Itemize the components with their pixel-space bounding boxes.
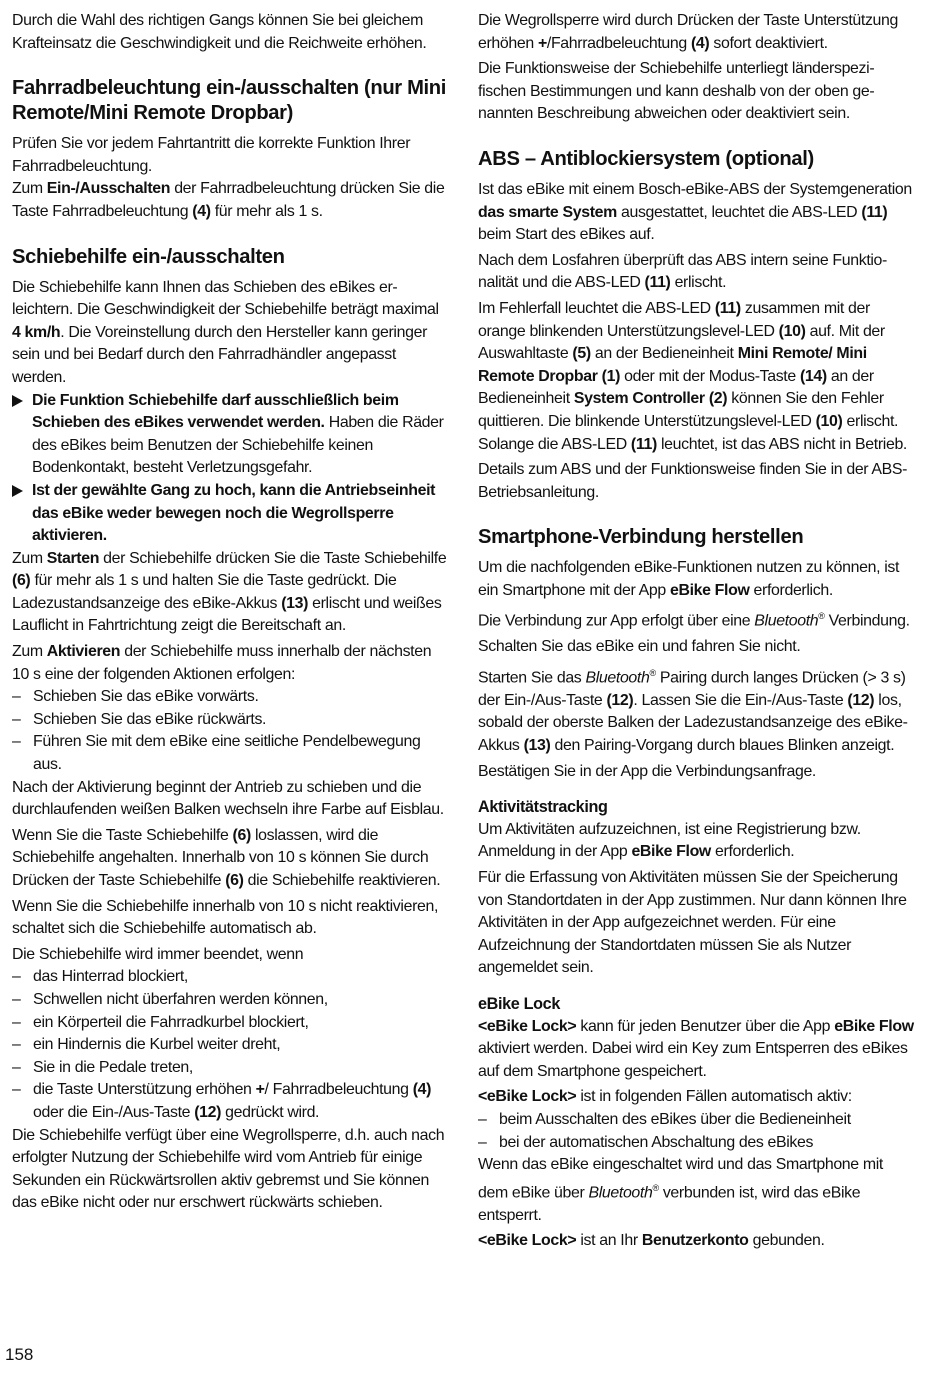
phone-paragraph-5: Bestätigen Sie in der App die Verbindungsanfrage. <box>478 762 816 780</box>
list-item: – Schieben Sie das eBike rückwärts. <box>12 710 267 728</box>
phone-paragraph-3: Schalten Sie das eBike ein und fahren Sie nicht. <box>478 638 801 656</box>
page-number: 158 <box>5 1345 34 1364</box>
list-item: – bei der automatischen Abschaltung des eBikes <box>478 1133 814 1151</box>
lock-paragraph-1: <eBike Lock> kann für jeden Benutzer über die App eBike Flow aktiviert werden. Dabei wird ein Key zum Entsperren des eBikes auf dem Smartphone gespeichert. <box>478 1017 914 1080</box>
abs-paragraph-2: Nach dem Losfahren überprüft das ABS intern seine Funktionalität und die ABS-LED (11) erlischt. <box>478 251 888 292</box>
lock-paragraph-3: Wenn das eBike eingeschaltet wird und das Smartphone mit dem eBike über Bluetooth® verbunden ist, wird das eBike entsperrt. <box>478 1156 883 1224</box>
country-rules-paragraph: Die Funktionsweise der Schiebehilfe unterliegt länderspezifischen Bestimmungen und kann deshalb von der oben genannten Beschreibung abweichen oder deaktiviert sein. <box>478 60 875 123</box>
release-paragraph: Wenn Sie die Taste Schiebehilfe (6) loslassen, wird die Schiebehilfe angehalten. Innerhalb von 10 s können Sie durch Drücken der Taste Schiebehilfe (6) die Schiebehilfe reaktivieren. <box>12 826 441 889</box>
intro-paragraph: Durch die Wahl des richtigen Gangs können Sie bei gleichem Krafteinsatz die Geschwindigkeit und die Reichweite erhöhen. <box>12 12 427 52</box>
rollback-lock-off-paragraph: Die Wegrollsperre wird durch Drücken der Taste Unterstützung erhöhen +/Fahrradbeleuchtung (4) sofort deaktiviert. <box>478 12 899 52</box>
push-start-paragraph: Zum Starten der Schiebehilfe drücken Sie die Taste Schiebehilfe (6) für mehr als 1 s und halten Sie die Taste gedrückt. Die Ladezustandsanzeige des eBike-Akkus (13) erlischt und weißes Lauflicht in Fahrtrichtung zeigt die Bereitschaft an. <box>12 549 447 635</box>
list-item: – das Hinterrad blockiert, <box>12 968 188 986</box>
lock-paragraph-2: <eBike Lock> ist in folgenden Fällen automatisch aktiv: <box>478 1088 852 1106</box>
tracking-paragraph-1: Um Aktivitäten aufzuzeichnen, ist eine Registrierung bzw. Anmeldung in der App eBike Flow erforderlich. <box>478 820 861 861</box>
activate-list <box>12 686 448 776</box>
heading-bike-light: Fahrradbeleuchtung ein-/ausschalten (nur Mini Remote/Mini Remote Dropbar) <box>12 77 447 125</box>
warning-arrow-icon <box>12 485 23 497</box>
lock-list <box>478 1109 914 1154</box>
no-reactivate-paragraph: Wenn Sie die Schiebehilfe innerhalb von 10 s nicht reaktivieren, schaltet sich die Schiebehilfe automatisch ab. <box>12 897 439 938</box>
heading-smartphone: Smartphone-Verbindung herstellen <box>478 526 804 549</box>
rollback-lock-paragraph: Die Schiebehilfe verfügt über eine Wegrollsperre, d.h. auch nach erfolgter Nutzung der Schiebehilfe wird vom Antrieb für einige Sekunden ein Rückwärtsrollen aktiv gebremst und Sie können das eBike nicht oder nur erschwert rückwärts schieben. <box>12 1126 445 1212</box>
list-item: – Sie in die Pedale treten, <box>12 1058 193 1076</box>
phone-paragraph-1: Um die nachfolgenden eBike-Funktionen nutzen zu können, ist ein Smartphone mit der App eBike Flow erforderlich. <box>478 559 900 599</box>
list-item: – die Taste Unterstützung erhöhen +/ Fahrradbeleuchtung (4) oder die Ein-/Aus-Taste (12) gedrückt wird. <box>12 1081 432 1121</box>
end-conditions-paragraph: Die Schiebehilfe wird immer beendet, wenn <box>12 945 304 963</box>
warning-arrow-icon <box>12 395 23 407</box>
list-item: – Schieben Sie das eBike vorwärts. <box>12 688 259 706</box>
list-item: – ein Hindernis die Kurbel weiter dreht, <box>12 1036 281 1054</box>
abs-paragraph-4: Details zum ABS und der Funktionsweise finden Sie in der ABS-Betriebsanleitung. <box>478 461 908 501</box>
push-activate-paragraph: Zum Aktivieren der Schiebehilfe muss innerhalb der nächsten 10 s eine der folgenden Aktionen erfolgen: <box>12 643 432 683</box>
warning-push-only: Die Funktion Schiebehilfe darf ausschließlich beim Schieben des eBikes verwendet werden. Haben die Räder des eBikes beim Benutzen der Schiebehilfe keinen Bodenkontakt, besteht Verletzungsgefahr. <box>12 390 448 480</box>
list-item: – ein Körperteil die Fahrradkurbel blockiert, <box>12 1013 309 1031</box>
phone-paragraph-4: Starten Sie das Bluetooth® Pairing durch langes Drücken (> 3 s) der Ein-/Aus-Taste (12). Lassen Sie die Ein-/Aus-Taste (12) los, sobald der oberste Balken der Ladezustandsanzeige des eBike-Akkus (13) den Pairing-Vorgang durch blaues Blinken anzeigt. <box>478 667 908 755</box>
lock-paragraph-4: <eBike Lock> ist an Ihr Benutzerkonto gebunden. <box>478 1232 825 1250</box>
after-activation-paragraph: Nach der Aktivierung beginnt der Antrieb zu schieben und die durchlaufenden weißen Balken wechseln ihre Farbe auf Eisblau. <box>12 778 444 819</box>
heading-ebike-lock: eBike Lock <box>478 994 560 1013</box>
light-check-paragraph: Prüfen Sie vor jedem Fahrtantritt die korrekte Funktion Ihrer Fahrradbeleuchtung. <box>12 135 411 175</box>
abs-paragraph-1: Ist das eBike mit einem Bosch-eBike-ABS der Systemgeneration das smarte System ausgestattet, leuchtet die ABS-LED (11) beim Start des eBikes auf. <box>478 180 912 244</box>
heading-abs: ABS – Antiblockiersystem (optional) <box>478 147 814 170</box>
right-column <box>478 10 914 1256</box>
end-conditions-list <box>12 966 448 1124</box>
heading-activity-tracking: Aktivitätstracking <box>478 798 608 817</box>
light-switch-paragraph: Zum Ein-/Ausschalten der Fahrradbeleuchtung drücken Sie die Taste Fahrradbeleuchtung (4) für mehr als 1 s. <box>12 180 445 220</box>
heading-push-assist: Schiebehilfe ein-/ausschalten <box>12 245 285 268</box>
list-item: – Führen Sie mit dem eBike eine seitliche Pendelbewegung aus. <box>12 733 421 774</box>
list-item: – Schwellen nicht überfahren werden können, <box>12 990 328 1008</box>
warning-gear-too-high: Ist der gewählte Gang zu hoch, kann die Antriebseinheit das eBike weder bewegen noch die Wegrollsperre aktivieren. <box>12 480 448 548</box>
push-assist-intro: Die Schiebehilfe kann Ihnen das Schieben des eBikes erleichtern. Die Geschwindigkeit der Schiebehilfe beträgt maximal 4 km/h. Die Voreinstellung durch den Hersteller kann geringer sein und bei Bedarf durch den Fahrradhändler angepasst werden. <box>12 278 439 386</box>
tracking-paragraph-2: Für die Erfassung von Aktivitäten müssen Sie der Speicherung von Standortdaten in der App zustimmen. Nur dann können Ihre Aktivitäten in der App aufgezeichnet werden. Für eine Aufzeichnung der Standortdaten müssen Sie als Nutzer angemeldet sein. <box>478 869 907 977</box>
phone-paragraph-2: Die Verbindung zur App erfolgt über eine Bluetooth® Verbindung. <box>478 611 910 630</box>
list-item: – beim Ausschalten des eBikes über die Bedieneinheit <box>478 1110 851 1128</box>
left-column <box>12 10 448 1218</box>
abs-paragraph-3: Im Fehlerfall leuchtet die ABS-LED (11) zusammen mit der orange blinkenden Unterstützungslevel-LED (10) auf. Mit der Auswahltaste (5) an der Bedieneinheit Mini Remote/ Mini Remote Dropbar (1) oder mit der Modus-Taste (14) an der Bedieneinheit System Controller (2) können Sie den Fehler quittieren. Die blinkende Unterstützungslevel-LED (10) erlischt. Solange die ABS-LED (11) leuchtet, ist das ABS nicht in Betrieb. <box>478 299 907 453</box>
